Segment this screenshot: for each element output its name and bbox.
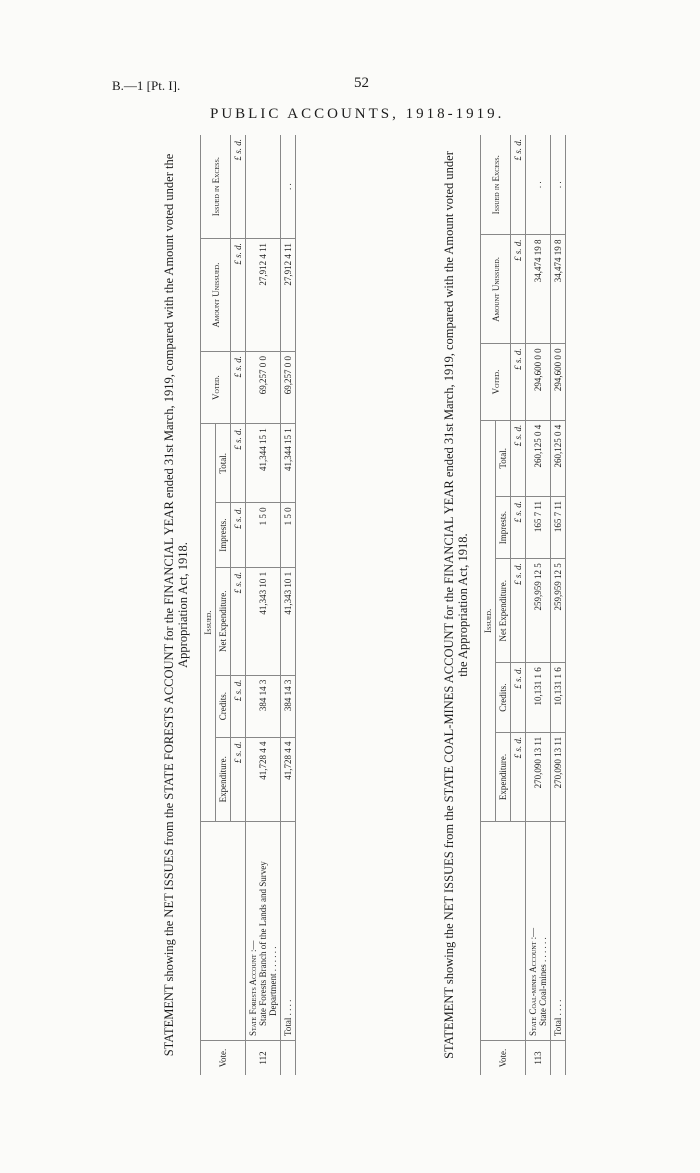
cell-amount-unissued: 27,912 4 11 [281,239,296,352]
item-line: State Forests Branch of the Lands and Survey [258,861,268,1026]
col-total: Total. [496,420,511,496]
cell-net-expenditure: 41,343 10 1 [246,567,281,675]
cell-amount-unissued: 27,912 4 11 [246,239,281,352]
cell-total: 260,125 0 4 [526,420,551,496]
cell-net-expenditure: 259,959 12 5 [526,559,551,663]
col-amount-unissued: Amount Unissued. [201,239,231,352]
units-label: £ s. d. [511,135,526,235]
vote-number-blank [551,1041,566,1076]
units-label: £ s. d. [511,497,526,559]
cell-expenditure: 270,090 13 11 [551,732,566,821]
cell-net-expenditure: 41,343 10 1 [281,567,296,675]
cell-amount-unissued: 34,474 19 8 [551,235,566,344]
col-imprests: Imprests. [216,503,231,568]
col-voted: Voted. [481,344,511,420]
col-issued-in-excess: Issued in Excess. [201,135,231,239]
statement-table [480,135,566,1075]
col-credits: Credits. [216,675,231,737]
units-label: £ s. d. [231,737,246,821]
cell-amount-unissued: 34,474 19 8 [526,235,551,344]
cell-credits: 10,131 1 6 [526,663,551,733]
units-label: £ s. d. [511,235,526,344]
cell-net-expenditure: 259,959 12 5 [551,559,566,663]
cell-expenditure: 41,728 4 4 [246,737,281,821]
statement-caption: STATEMENT showing the NET ISSUES from the STATE COAL-MINES ACCOUNT for the FINANCIAL YEAR ended 31st March, 1919, compared with the Amount voted under the Appropriation Act, 1918. [442,151,470,1059]
col-credits: Credits. [496,663,511,733]
total-label: Total . . . . [281,822,296,1041]
statement-state-coal-mines [442,135,700,1075]
units-label: £ s. d. [511,559,526,663]
item-line: Department . . . . . . [268,946,278,1016]
cell-imprests: 1 5 0 [246,503,281,568]
col-description [481,822,526,1041]
cell-total: 41,344 15 1 [246,424,281,503]
units-label: £ s. d. [231,424,246,503]
cell-voted: 69,257 0 0 [281,352,296,424]
col-expenditure: Expenditure. [216,737,231,821]
units-label: £ s. d. [231,135,246,239]
units-label: £ s. d. [231,675,246,737]
cell-expenditure: 270,090 13 11 [526,732,551,821]
units-label: £ s. d. [231,239,246,352]
cell-credits: 10,131 1 6 [551,663,566,733]
col-vote: Vote. [481,1041,526,1076]
col-voted: Voted. [201,352,231,424]
page-title: PUBLIC ACCOUNTS, 1918-1919. [210,106,505,122]
col-issued: Issued. [481,420,496,821]
total-label: Total . . . . [551,822,566,1041]
item-line: State Coal-mines . . . . . . [538,937,548,1026]
cell-imprests: 165 7 11 [551,497,566,559]
units-label: £ s. d. [511,732,526,821]
col-net-expenditure: Net Expenditure. [216,567,231,675]
vote-number: 113 [533,1051,543,1065]
units-label: £ s. d. [511,344,526,420]
cell-credits: 384 14 3 [246,675,281,737]
statement-table [200,135,296,1075]
col-net-expenditure: Net Expenditure. [496,559,511,663]
col-issued-in-excess: Issued in Excess. [481,135,511,235]
cell-total: 260,125 0 4 [551,420,566,496]
cell-imprests: 1 5 0 [281,503,296,568]
cell-issued-in-excess: . . [551,135,566,235]
units-label: £ s. d. [511,663,526,733]
cell-total: 41,344 15 1 [281,424,296,503]
vote-number-blank [281,1041,296,1076]
units-label: £ s. d. [231,567,246,675]
item-description [526,822,551,1041]
col-vote: Vote. [201,1041,246,1076]
cell-issued-in-excess: . . [281,135,296,239]
table-row [526,135,551,1075]
col-imprests: Imprests. [496,497,511,559]
cell-voted: 294,600 0 0 [551,344,566,420]
vote-number: 112 [258,1051,268,1065]
statement-state-forests [162,135,462,1075]
units-label: £ s. d. [231,352,246,424]
cell-credits: 384 14 3 [281,675,296,737]
total-row [551,135,566,1075]
account-label: State Forests Account :— [248,940,258,1036]
col-total: Total. [216,424,231,503]
cell-voted: 69,257 0 0 [246,352,281,424]
cell-issued-in-excess: . . [526,135,551,235]
col-description [201,822,246,1041]
table-row [246,135,281,1075]
col-expenditure: Expenditure. [496,732,511,821]
col-issued: Issued. [201,424,216,822]
cell-issued-in-excess [246,135,281,239]
account-label: State Coal-mines Account :— [528,927,538,1036]
document-reference: B.—1 [Pt. I]. [112,78,181,93]
cell-expenditure: 41,728 4 4 [281,737,296,821]
units-label: £ s. d. [511,420,526,496]
page-number: 52 [354,75,369,91]
cell-imprests: 165 7 11 [526,497,551,559]
units-label: £ s. d. [231,503,246,568]
col-amount-unissued: Amount Unissued. [481,235,511,344]
cell-voted: 294,600 0 0 [526,344,551,420]
item-description [246,822,281,1041]
statement-caption: STATEMENT showing the NET ISSUES from the STATE FORESTS ACCOUNT for the FINANCIAL YEAR ended 31st March, 1919, compared with the Amount voted under the Appropriation Act, 1918. [162,153,190,1057]
total-row [281,135,296,1075]
